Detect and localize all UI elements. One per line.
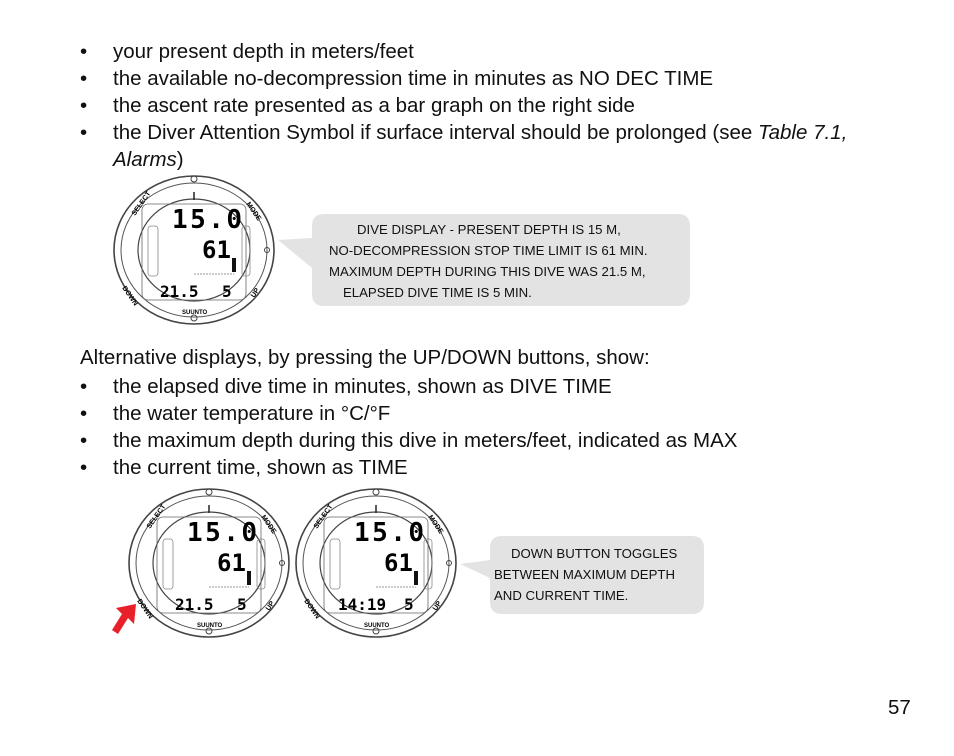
down-button-label: DOWN	[135, 598, 154, 621]
bullet-text: the ascent rate presented as a bar graph on the right side	[113, 94, 635, 117]
up-button-label: UP	[264, 600, 277, 613]
dive-computer-watch	[292, 483, 462, 643]
dive-computer-watch	[110, 170, 280, 330]
bullet-dot: •	[80, 402, 88, 425]
dive-time-readout: 5	[237, 595, 247, 614]
select-button-label: SELECT	[312, 503, 335, 531]
table-reference: Table 7.1,	[757, 121, 848, 144]
nodec-readout: 61	[384, 549, 413, 577]
depth-readout: 15.0	[354, 518, 424, 548]
bullet-dot: •	[80, 429, 88, 452]
up-button-label: UP	[249, 287, 262, 300]
dive-computer-watch	[125, 483, 295, 643]
mode-button-label: MODE	[259, 514, 278, 536]
max-depth-readout: 21.5	[175, 595, 214, 614]
bullet-text: the current time, shown as TIME	[113, 456, 408, 479]
nodec-readout: 61	[202, 236, 231, 264]
mode-button-label: MODE	[244, 201, 263, 223]
depth-readout: 15.0	[172, 205, 242, 235]
bullet-text: the Diver Attention Symbol if surface interval should be prolonged (see Table 7.1,	[113, 121, 848, 144]
paragraph: Alternative displays, by pressing the UP/DOWN buttons, show:	[80, 346, 650, 369]
arrow-icon	[110, 602, 140, 636]
bullet-text: the elapsed dive time in minutes, shown as DIVE TIME	[113, 375, 612, 398]
bullet-text: the water temperature in °C/°F	[113, 402, 391, 425]
nodec-readout: 61	[217, 549, 246, 577]
down-button-label: DOWN	[302, 598, 321, 621]
bullet-text: your present depth in meters/feet	[113, 40, 414, 63]
bullet-dot: •	[80, 456, 88, 479]
mode-button-label: MODE	[426, 514, 445, 536]
brand-logo: SUUNTO	[182, 310, 208, 316]
max-depth-readout: 21.5	[160, 282, 199, 301]
brand-logo: SUUNTO	[364, 623, 390, 629]
bullet-text-continued: Alarms)	[113, 148, 184, 171]
down-button-label: DOWN	[120, 285, 139, 308]
current-time-readout: 14:19	[338, 595, 387, 614]
bullet-dot: •	[80, 121, 88, 144]
brand-logo: SUUNTO	[197, 623, 223, 629]
bullet-dot: •	[80, 67, 88, 90]
dive-time-readout: 5	[222, 282, 232, 301]
dive-time-readout: 5	[404, 595, 414, 614]
select-button-label: SELECT	[130, 190, 153, 218]
select-button-label: SELECT	[145, 503, 168, 531]
bullet-dot: •	[80, 375, 88, 398]
bullet-text: the maximum depth during this dive in meters/feet, indicated as MAX	[113, 429, 738, 452]
page-number: 57	[888, 696, 911, 719]
bullet-text: the available no-decompression time in minutes as NO DEC TIME	[113, 67, 714, 90]
up-button-label: UP	[431, 600, 444, 613]
depth-readout: 15.0	[187, 518, 257, 548]
bullet-dot: •	[80, 94, 88, 117]
bullet-dot: •	[80, 40, 88, 63]
